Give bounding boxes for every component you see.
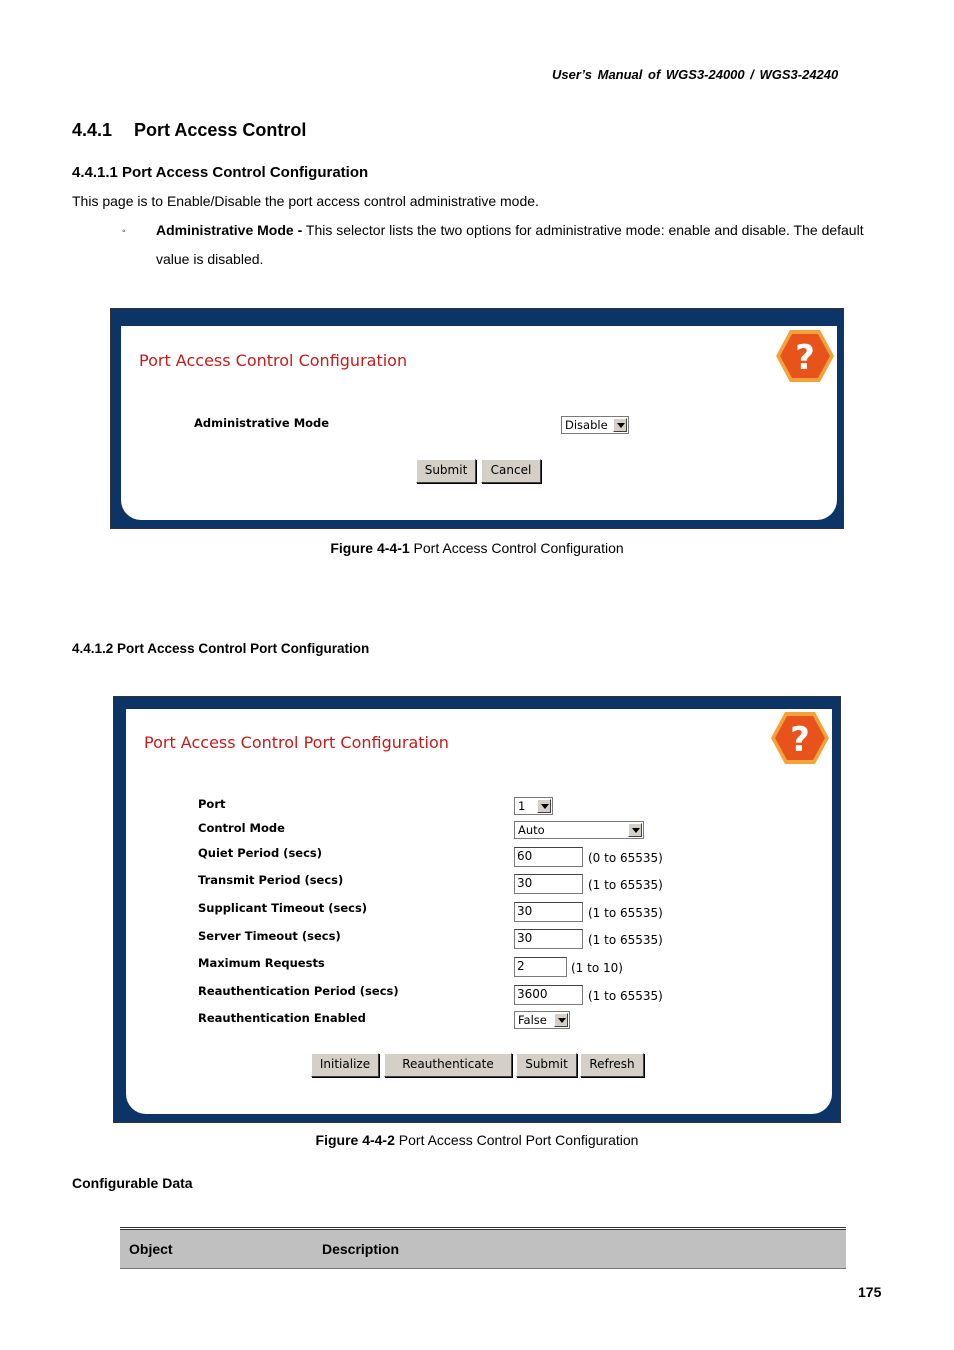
bullet-description: This selector lists the two options for administrative mode: enable and disable. The default value is disabled. (156, 222, 864, 267)
manual-header: User’s Manual of WGS3-24000 / WGS3-24240 (552, 67, 839, 82)
chevron-down-icon (613, 418, 627, 432)
figure-2-number: Figure 4-4-2 (315, 1132, 395, 1148)
section-number: 4.4.1 (72, 120, 113, 140)
figure-1-caption (0, 540, 954, 556)
control-mode-select[interactable] (514, 821, 644, 839)
column-description: Description (313, 1229, 846, 1269)
bullet-term: Administrative Mode - (156, 222, 303, 238)
administrative-mode-select[interactable] (561, 416, 629, 434)
refresh-button[interactable]: Refresh (580, 1053, 644, 1077)
configurable-data-title: Configurable Data (72, 1175, 193, 1191)
cancel-button[interactable]: Cancel (481, 459, 541, 483)
table-header-row (120, 1229, 846, 1269)
help-icon[interactable] (770, 711, 830, 765)
chevron-down-icon (554, 1013, 568, 1027)
reauth-period-input[interactable]: 3600 (514, 985, 583, 1005)
administrative-mode-value: Disable (565, 418, 608, 432)
port-select[interactable] (514, 797, 553, 815)
section-title: Port Access Control (134, 120, 307, 140)
server-timeout-input[interactable]: 30 (514, 929, 583, 949)
bullet-marker: ◦ (122, 226, 126, 237)
port-value: 1 (518, 799, 526, 813)
transmit-period-label: Transmit Period (secs) (198, 873, 344, 887)
reauth-enabled-label: Reauthentication Enabled (198, 1011, 366, 1025)
intro-paragraph: This page is to Enable/Disable the port access control administrative mode. (72, 193, 539, 209)
submit-button[interactable]: Submit (516, 1053, 577, 1077)
maximum-requests-range: (1 to 10) (571, 961, 623, 975)
quiet-period-label: Quiet Period (secs) (198, 846, 323, 860)
reauth-enabled-value: False (518, 1013, 547, 1027)
administrative-mode-label: Administrative Mode (194, 416, 330, 430)
maximum-requests-input[interactable]: 2 (514, 957, 567, 977)
port-label: Port (198, 797, 226, 811)
configurable-data-table (120, 1227, 846, 1269)
page-number: 175 (858, 1284, 882, 1300)
figure-2-text: Port Access Control Port Configuration (394, 1132, 639, 1148)
panel-title: Port Access Control Port Configuration (144, 733, 449, 752)
reauth-enabled-select[interactable] (514, 1011, 570, 1029)
quiet-period-range: (0 to 65535) (588, 851, 663, 865)
transmit-period-range: (1 to 65535) (588, 878, 663, 892)
subsection-1-title: 4.4.1.1 Port Access Control Configuration (72, 164, 369, 181)
subsection-2-title: 4.4.1.2 Port Access Control Port Configuration (72, 641, 370, 656)
help-icon[interactable] (775, 329, 835, 383)
svg-text:?: ? (795, 338, 815, 378)
port-access-config-panel (110, 308, 844, 529)
reauth-period-label: Reauthentication Period (secs) (198, 984, 399, 998)
chevron-down-icon (537, 799, 551, 813)
figure-1-text: Port Access Control Configuration (409, 540, 624, 556)
figure-1-number: Figure 4-4-1 (330, 540, 410, 556)
quiet-period-input[interactable]: 60 (514, 847, 583, 867)
supplicant-timeout-input[interactable]: 30 (514, 902, 583, 922)
chevron-down-icon (628, 823, 642, 837)
column-object: Object (120, 1229, 313, 1269)
server-timeout-range: (1 to 65535) (588, 933, 663, 947)
figure-2-caption (0, 1132, 954, 1148)
supplicant-timeout-label: Supplicant Timeout (secs) (198, 901, 368, 915)
panel-title: Port Access Control Configuration (139, 351, 408, 370)
section-heading (72, 120, 306, 141)
control-mode-label: Control Mode (198, 821, 285, 835)
bullet-item (156, 216, 886, 274)
svg-text:?: ? (790, 720, 810, 760)
server-timeout-label: Server Timeout (secs) (198, 929, 341, 943)
port-access-port-config-panel (113, 696, 841, 1123)
reauth-period-range: (1 to 65535) (588, 989, 663, 1003)
control-mode-value: Auto (518, 823, 545, 837)
maximum-requests-label: Maximum Requests (198, 956, 325, 970)
reauthenticate-button[interactable]: Reauthenticate (384, 1053, 512, 1077)
supplicant-timeout-range: (1 to 65535) (588, 906, 663, 920)
initialize-button[interactable]: Initialize (311, 1053, 379, 1077)
transmit-period-input[interactable]: 30 (514, 874, 583, 894)
submit-button[interactable]: Submit (416, 459, 476, 483)
